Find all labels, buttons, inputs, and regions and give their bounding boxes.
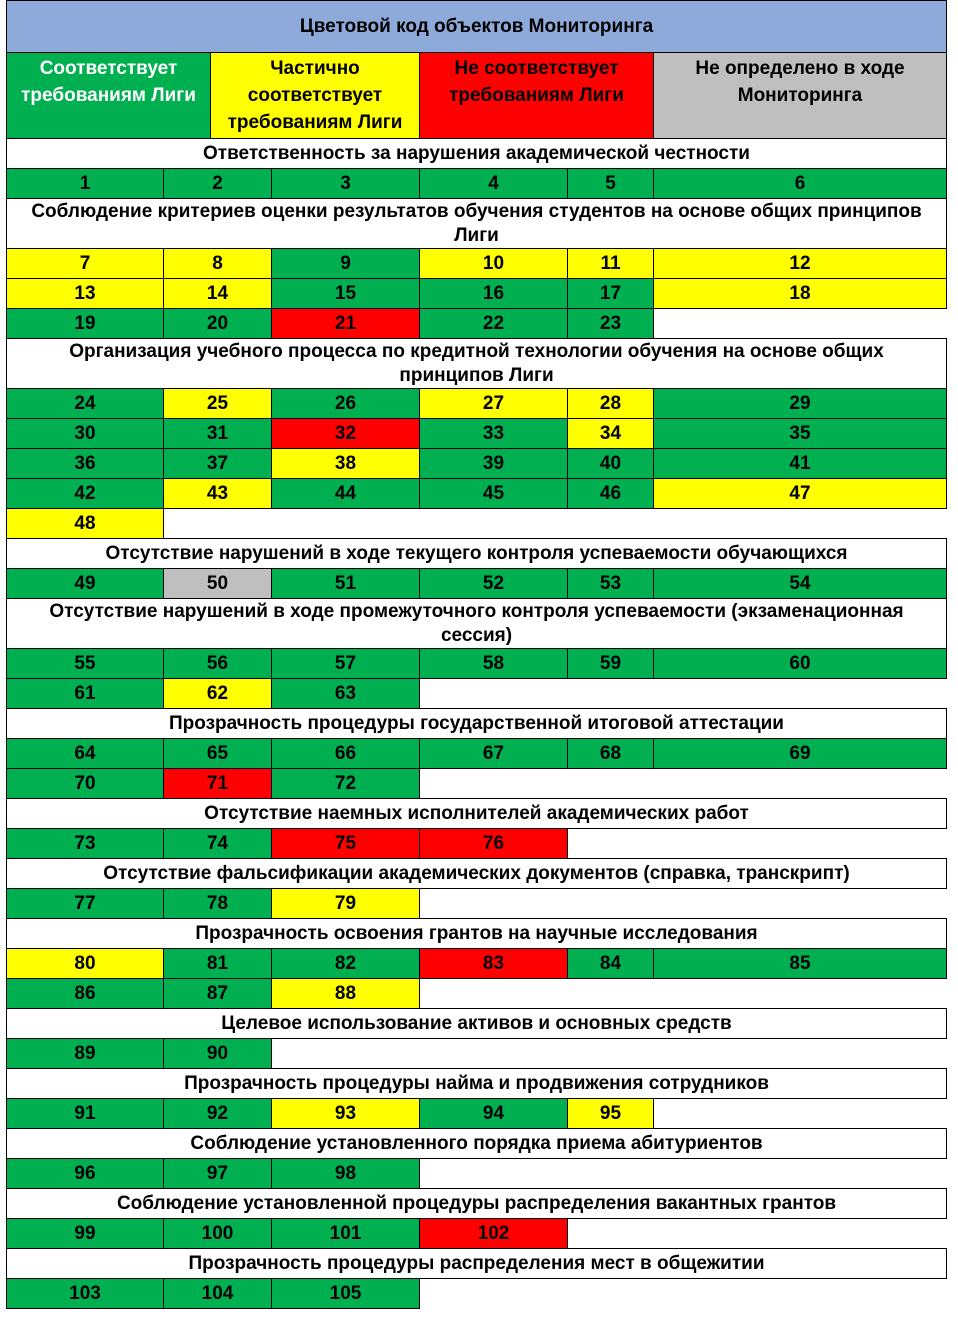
monitoring-object-cell: 47	[653, 478, 947, 509]
monitoring-object-cell: 71	[163, 768, 272, 799]
monitoring-object-cell: 48	[6, 508, 164, 539]
monitoring-object-cell: 92	[163, 1098, 272, 1129]
monitoring-object-cell: 57	[271, 648, 420, 679]
monitoring-object-cell: 83	[419, 948, 568, 979]
monitoring-object-cell: 56	[163, 648, 272, 679]
monitoring-object-cell: 88	[271, 978, 420, 1009]
section-header: Отсутствие нарушений в ходе промежуточного контроля успеваемости (экзаменационная сессия)	[6, 598, 947, 649]
monitoring-object-cell: 35	[653, 418, 947, 449]
monitoring-object-cell: 86	[6, 978, 164, 1009]
monitoring-object-cell: 63	[271, 678, 420, 709]
monitoring-object-cell: 51	[271, 568, 420, 599]
monitoring-object-cell: 5	[567, 168, 654, 199]
monitoring-object-cell: 20	[163, 308, 272, 339]
monitoring-object-cell: 39	[419, 448, 568, 479]
monitoring-object-cell: 103	[6, 1278, 164, 1309]
table-title: Цветовой код объектов Мониторинга	[6, 0, 947, 53]
monitoring-object-cell: 42	[6, 478, 164, 509]
section-header: Прозрачность освоения грантов на научные исследования	[6, 918, 947, 949]
section-header: Ответственность за нарушения академической честности	[6, 138, 947, 169]
legend-undetermined: Не определено в ходе Мониторинга	[653, 52, 947, 139]
monitoring-object-cell: 76	[419, 828, 568, 859]
monitoring-object-cell: 87	[163, 978, 272, 1009]
monitoring-object-cell: 17	[567, 278, 654, 309]
monitoring-object-cell: 22	[419, 308, 568, 339]
monitoring-object-cell: 25	[163, 388, 272, 419]
monitoring-object-cell: 44	[271, 478, 420, 509]
monitoring-object-cell: 3	[271, 168, 420, 199]
monitoring-object-cell: 41	[653, 448, 947, 479]
monitoring-object-cell: 95	[567, 1098, 654, 1129]
monitoring-object-cell: 21	[271, 308, 420, 339]
monitoring-object-cell: 43	[163, 478, 272, 509]
monitoring-object-cell: 12	[653, 248, 947, 279]
monitoring-object-cell: 89	[6, 1038, 164, 1069]
monitoring-object-cell: 30	[6, 418, 164, 449]
section-header: Отсутствие наемных исполнителей академических работ	[6, 798, 947, 829]
section-header: Прозрачность процедуры найма и продвижения сотрудников	[6, 1068, 947, 1099]
section-header: Отсутствие нарушений в ходе текущего контроля успеваемости обучающихся	[6, 538, 947, 569]
monitoring-object-cell: 94	[419, 1098, 568, 1129]
monitoring-object-cell: 68	[567, 738, 654, 769]
monitoring-object-cell: 100	[163, 1218, 272, 1249]
monitoring-object-cell: 61	[6, 678, 164, 709]
section-header: Соблюдение установленной процедуры распределения вакантных грантов	[6, 1188, 947, 1219]
monitoring-object-cell: 80	[6, 948, 164, 979]
monitoring-object-cell: 98	[271, 1158, 420, 1189]
monitoring-object-cell: 37	[163, 448, 272, 479]
monitoring-object-cell: 93	[271, 1098, 420, 1129]
monitoring-object-cell: 91	[6, 1098, 164, 1129]
monitoring-object-cell: 6	[653, 168, 947, 199]
monitoring-object-cell: 16	[419, 278, 568, 309]
monitoring-object-cell: 26	[271, 388, 420, 419]
monitoring-object-cell: 19	[6, 308, 164, 339]
monitoring-object-cell: 38	[271, 448, 420, 479]
monitoring-object-cell: 97	[163, 1158, 272, 1189]
monitoring-object-cell: 69	[653, 738, 947, 769]
monitoring-object-cell: 54	[653, 568, 947, 599]
monitoring-object-cell: 77	[6, 888, 164, 919]
section-header: Целевое использование активов и основных средств	[6, 1008, 947, 1039]
monitoring-object-cell: 64	[6, 738, 164, 769]
section-header: Прозрачность процедуры распределения мест в общежитии	[6, 1248, 947, 1279]
monitoring-object-cell: 53	[567, 568, 654, 599]
section-header: Организация учебного процесса по кредитной технологии обучения на основе общих принципов Лиги	[6, 338, 947, 389]
monitoring-object-cell: 23	[567, 308, 654, 339]
monitoring-object-cell: 24	[6, 388, 164, 419]
monitoring-object-cell: 74	[163, 828, 272, 859]
monitoring-object-cell: 50	[163, 568, 272, 599]
monitoring-object-cell: 18	[653, 278, 947, 309]
monitoring-object-cell: 40	[567, 448, 654, 479]
legend-partial: Частично соответствует требованиям Лиги	[210, 52, 420, 139]
monitoring-object-cell: 28	[567, 388, 654, 419]
monitoring-object-cell: 105	[271, 1278, 420, 1309]
monitoring-object-cell: 10	[419, 248, 568, 279]
monitoring-object-cell: 8	[163, 248, 272, 279]
monitoring-object-cell: 104	[163, 1278, 272, 1309]
monitoring-object-cell: 36	[6, 448, 164, 479]
monitoring-object-cell: 32	[271, 418, 420, 449]
monitoring-object-cell: 101	[271, 1218, 420, 1249]
monitoring-object-cell: 14	[163, 278, 272, 309]
monitoring-object-cell: 96	[6, 1158, 164, 1189]
section-header: Прозрачность процедуры государственной итоговой аттестации	[6, 708, 947, 739]
monitoring-object-cell: 85	[653, 948, 947, 979]
monitoring-object-cell: 33	[419, 418, 568, 449]
monitoring-object-cell: 15	[271, 278, 420, 309]
monitoring-object-cell: 102	[419, 1218, 568, 1249]
monitoring-object-cell: 90	[163, 1038, 272, 1069]
monitoring-object-cell: 1	[6, 168, 164, 199]
monitoring-object-cell: 65	[163, 738, 272, 769]
monitoring-object-cell: 70	[6, 768, 164, 799]
monitoring-object-cell: 13	[6, 278, 164, 309]
monitoring-object-cell: 81	[163, 948, 272, 979]
monitoring-object-cell: 4	[419, 168, 568, 199]
monitoring-object-cell: 2	[163, 168, 272, 199]
monitoring-object-cell: 66	[271, 738, 420, 769]
monitoring-object-cell: 55	[6, 648, 164, 679]
monitoring-object-cell: 27	[419, 388, 568, 419]
section-header: Соблюдение установленного порядка приема абитуриентов	[6, 1128, 947, 1159]
monitoring-object-cell: 67	[419, 738, 568, 769]
monitoring-object-cell: 79	[271, 888, 420, 919]
monitoring-object-cell: 29	[653, 388, 947, 419]
section-header: Отсутствие фальсификации академических документов (справка, транскрипт)	[6, 858, 947, 889]
monitoring-object-cell: 52	[419, 568, 568, 599]
legend-compliant: Соответствует требованиям Лиги	[6, 52, 211, 139]
monitoring-object-cell: 62	[163, 678, 272, 709]
monitoring-object-cell: 49	[6, 568, 164, 599]
monitoring-object-cell: 60	[653, 648, 947, 679]
monitoring-object-cell: 45	[419, 478, 568, 509]
monitoring-object-cell: 31	[163, 418, 272, 449]
monitoring-object-cell: 46	[567, 478, 654, 509]
monitoring-object-cell: 73	[6, 828, 164, 859]
monitoring-object-cell: 9	[271, 248, 420, 279]
monitoring-object-cell: 82	[271, 948, 420, 979]
monitoring-object-cell: 11	[567, 248, 654, 279]
monitoring-object-cell: 75	[271, 828, 420, 859]
monitoring-object-cell: 7	[6, 248, 164, 279]
monitoring-object-cell: 59	[567, 648, 654, 679]
monitoring-object-cell: 34	[567, 418, 654, 449]
monitoring-object-cell: 99	[6, 1218, 164, 1249]
monitoring-object-cell: 84	[567, 948, 654, 979]
monitoring-object-cell: 72	[271, 768, 420, 799]
monitoring-object-cell: 58	[419, 648, 568, 679]
monitoring-object-cell: 78	[163, 888, 272, 919]
legend-noncompliant: Не соответствует требованиям Лиги	[419, 52, 654, 139]
section-header: Соблюдение критериев оценки результатов обучения студентов на основе общих принципов Лиги	[6, 198, 947, 249]
